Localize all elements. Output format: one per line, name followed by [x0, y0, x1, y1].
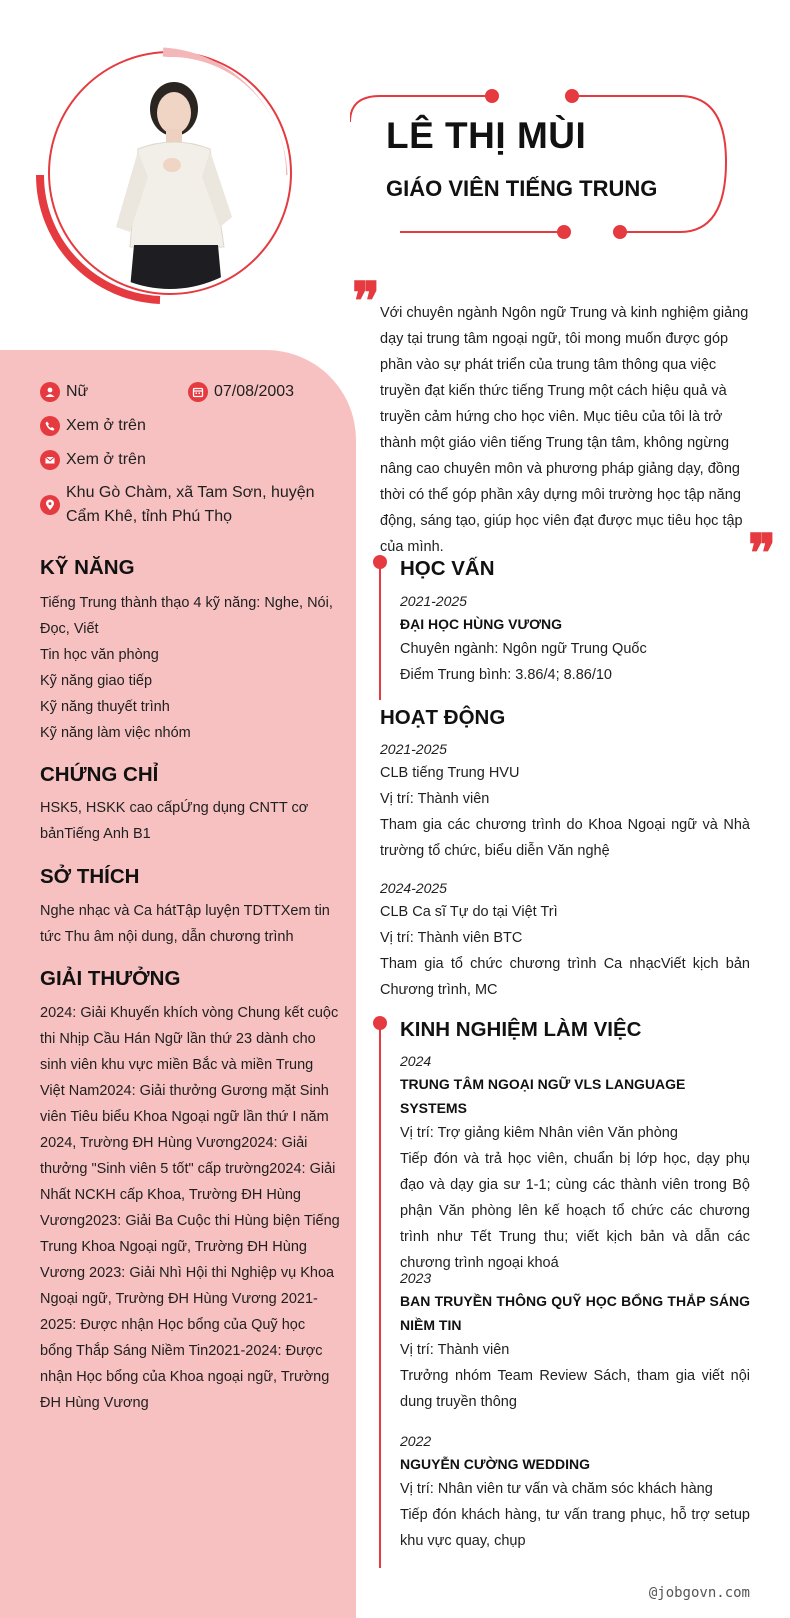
education-timeline-dot	[373, 555, 387, 569]
gender-row	[40, 380, 88, 404]
skill-item: Kỹ năng thuyết trình	[40, 699, 170, 715]
location-icon	[40, 495, 60, 515]
close-quote-icon: ❞	[748, 523, 776, 584]
experience-title: KINH NGHIỆM LÀM VIỆC	[400, 1018, 642, 1041]
education-date: 2021-2025	[400, 593, 467, 609]
activity-entry	[380, 738, 750, 864]
education-timeline-line	[379, 560, 381, 700]
avatar-section	[28, 40, 298, 310]
activity-date: 2021-2025	[380, 741, 447, 757]
experience-timeline-dot	[373, 1016, 387, 1030]
mail-icon	[40, 450, 60, 470]
phone-value[interactable]: Xem ở trên	[66, 417, 146, 434]
address-value: Khu Gò Chàm, xã Tam Sơn, huyện Cẩm Khê, tỉnh Phú Thọ	[66, 484, 315, 525]
activity-position: Vị trí: Thành viên	[380, 791, 490, 807]
activity-date: 2024-2025	[380, 880, 447, 896]
experience-company: BAN TRUYỀN THÔNG QUỸ HỌC BỔNG THẮP SÁNG NIỀM TIN	[400, 1293, 750, 1333]
email-value[interactable]: Xem ở trên	[66, 451, 146, 468]
email-row	[40, 448, 146, 472]
experience-date: 2022	[400, 1433, 432, 1449]
skills-title: KỸ NĂNG	[40, 556, 135, 579]
experience-entry	[400, 1430, 750, 1554]
activity-org: CLB tiếng Trung HVU	[380, 765, 520, 781]
experience-position: Vị trí: Trợ giảng kiêm Nhân viên Văn phòng	[400, 1125, 678, 1141]
experience-date: 2024	[400, 1053, 432, 1069]
phone-icon	[40, 416, 60, 436]
portrait-illustration	[54, 57, 286, 289]
watermark: @jobgovn.com	[648, 1585, 750, 1601]
education-major: Chuyên ngành: Ngôn ngữ Trung Quốc	[400, 641, 647, 657]
education-gpa: Điểm Trung bình: 3.86/4; 8.86/10	[400, 667, 612, 683]
hobbies-text: Nghe nhạc và Ca hátTập luyện TDTTXem tin tức Thu âm nội dung, dẫn chương trình	[40, 903, 330, 945]
activity-org: CLB Ca sĩ Tự do tại Việt Trì	[380, 904, 558, 920]
avatar	[54, 57, 286, 289]
experience-company: NGUYỄN CƯỜNG WEDDING	[400, 1456, 591, 1472]
calendar-icon	[188, 382, 208, 402]
career-objective: Với chuyên ngành Ngôn ngữ Trung và kinh nghiệm giảng dạy tại trung tâm ngoại ngữ, tôi mong muốn được góp phần vào sự phát triển của trung tâm thông qua việc truyền đạt kiến thức tiếng Trung một cách hiệu quả và truyền cảm hứng cho học viên. Mục tiêu của tôi là trở thành một giáo viên tiếng Trung tận tâm, không ngừng nâng cao chuyên môn và phương pháp giảng dạy, đồng thời có thể góp phần xây dựng môi trường học tập năng động, sáng tạo, giúp học viên đạt được mục tiêu học tập của mình.	[380, 305, 749, 555]
certificates-title: CHỨNG CHỈ	[40, 763, 159, 786]
activity-position: Vị trí: Thành viên BTC	[380, 930, 523, 946]
user-icon	[40, 382, 60, 402]
birthday-value: 07/08/2003	[214, 383, 295, 400]
skill-item: Tin học văn phòng	[40, 647, 159, 663]
activity-desc: Tham gia các chương trình do Khoa Ngoại ngữ và Nhà trường tổ chức, biểu diễn Văn nghệ	[380, 817, 750, 859]
experience-entry	[400, 1267, 750, 1415]
candidate-role: GIÁO VIÊN TIẾNG TRUNG	[386, 176, 658, 201]
activity-desc: Tham gia tổ chức chương trình Ca nhạcViết kịch bản Chương trình, MC	[380, 956, 750, 998]
birthday-row	[188, 380, 294, 404]
phone-row	[40, 414, 146, 438]
skill-item: Kỹ năng giao tiếp	[40, 673, 153, 689]
experience-company: TRUNG TÂM NGOẠI NGỮ VLS LANGUAGE SYSTEMS	[400, 1076, 686, 1116]
experience-position: Vị trí: Thành viên	[400, 1342, 510, 1358]
skill-item: Tiếng Trung thành thạo 4 kỹ năng: Nghe, Nói, Đọc, Viết	[40, 595, 333, 637]
education-title: HỌC VẤN	[400, 557, 495, 580]
experience-desc: Tiếp đón khách hàng, tư vấn trang phục, hỗ trợ setup khu vực quay, chụp	[400, 1507, 750, 1549]
experience-entry	[400, 1050, 750, 1276]
candidate-name: LÊ THỊ MÙI	[386, 115, 587, 156]
certificates-text: HSK5, HSKK cao cấpỨng dụng CNTT cơ bảnTiếng Anh B1	[40, 800, 309, 842]
open-quote-icon: ❞	[352, 271, 380, 332]
skill-item: Kỹ năng làm việc nhóm	[40, 725, 191, 741]
activities-title: HOẠT ĐỘNG	[380, 706, 506, 729]
experience-desc: Tiếp đón và trả học viên, chuẩn bị lớp học, dạy phụ đạo và dạy gia sư 1-1; cùng các thành viên trong Bộ phận Văn phòng lên kế hoạch tổ chức các chương trình như Tết Trung thu; viết kịch bản và dẫn các chương trình ngoại khoá	[400, 1151, 750, 1271]
experience-desc: Trưởng nhóm Team Review Sách, tham gia viết nội dung truyền thông	[400, 1368, 750, 1410]
hobbies-title: SỞ THÍCH	[40, 865, 140, 888]
experience-position: Vị trí: Nhân viên tư vấn và chăm sóc khách hàng	[400, 1481, 713, 1497]
experience-date: 2023	[400, 1270, 432, 1286]
education-school: ĐẠI HỌC HÙNG VƯƠNG	[400, 616, 563, 632]
experience-timeline-line	[379, 1025, 381, 1568]
awards-title: GIẢI THƯỞNG	[40, 967, 181, 990]
education-entry	[400, 590, 750, 688]
header-frame-decoration	[350, 82, 760, 257]
activity-entry	[380, 877, 750, 1003]
address-row	[40, 481, 330, 529]
awards-text: 2024: Giải Khuyến khích vòng Chung kết cuộc thi Nhịp Cầu Hán Ngữ lần thứ 23 dành cho sinh viên khu vực miền Bắc và miền Trung Việt Nam2024: Giải thưởng Gương mặt Sinh viên Tiêu biểu Khoa Ngoại ngữ lần thứ I năm 2024, Trường ĐH Hùng Vương2024: Giải thưởng "Sinh viên 5 tốt" cấp trường2024: Giải Nhất NCKH cấp Khoa, Trường ĐH Hùng Vương2023: Giải Ba Cuộc thi Hùng biện Tiếng Trung Khoa Ngoại ngữ, Trường ĐH Hùng Vương 2023: Giải Nhì Hội thi Nghiệp vụ Khoa Ngoại ngữ, Trường ĐH Hùng Vương 2021-2025: Được nhận Học bổng của Quỹ học bổng Thắp Sáng Niềm Tin2021-2024: Được nhận Học bổng của Khoa ngoại ngữ, Trường ĐH Hùng Vương	[40, 1005, 340, 1411]
gender-value: Nữ	[66, 383, 89, 400]
skills-list	[40, 590, 340, 746]
